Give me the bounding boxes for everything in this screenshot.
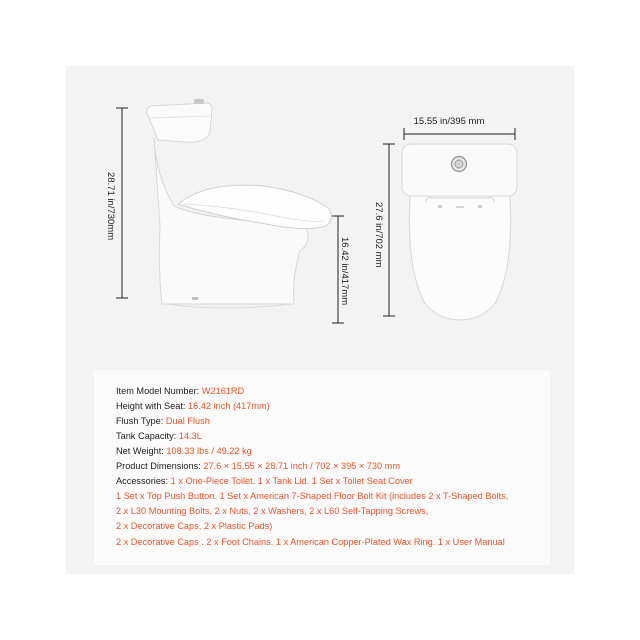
total-height-dimension [105,108,128,298]
spec-accessories-row [116,475,413,487]
spec-dimensions-label: Product Dimensions: [116,461,201,471]
seat-height-dimension [332,216,350,323]
toilet-side-view [147,99,332,308]
spec-height-label: Height with Seat: [116,401,186,411]
spec-height-value: 16.42 inch (417mm) [188,401,270,411]
spec-tank-value: 14.3L [178,431,202,441]
total-height-label: 28.71 in/730mm [105,172,116,241]
seat-height-label: 16.42 in/417mm [339,237,350,306]
width-dimension [404,116,515,140]
spec-accessories-label: Accessories: [116,476,169,486]
width-label: 15.55 in/395 mm [413,116,485,127]
spec-model-value: W2161RD [201,386,245,396]
spec-flush-value: Dual Flush [165,416,210,426]
spec-weight-label: Net Weight: [116,446,164,456]
spec-dimensions-row [116,460,400,472]
spec-accessories-line-3: 2 x L30 Mounting Bolts, 2 x Nuts, 2 x Washers, 2 x L60 Self-Tapping Screws, [116,506,429,516]
spec-flush-label: Flush Type: [116,416,164,426]
spec-dimensions-value: 27.6 × 15.55 × 28.71 inch / 702 × 395 × 730 mm [203,461,400,471]
spec-flush-row [116,415,210,427]
spec-accessories-line-1: 1 x One-Piece Toilet. 1 x Tank Lid. 1 Set x Toilet Seat Cover [170,476,413,486]
spec-weight-value: 108.33 lbs / 49.22 kg [166,446,252,456]
depth-dimension [373,144,395,316]
toilet-top-view [402,144,517,320]
toilet-dimension-figure [66,66,574,366]
spec-model-label: Item Model Number: [116,386,200,396]
spec-height-row [116,400,270,412]
spec-model-row [116,385,244,397]
spec-weight-row [116,445,252,457]
spec-accessories-line-4: 2 x Decorative Caps, 2 x Plastic Pads) [116,521,273,531]
spec-accessories-line-5: 2 x Decorative Caps . 2 x Foot Chains. 1 x American Copper-Plated Wax Ring. 1 x User Manual [116,537,505,547]
depth-label: 27.6 in/702 mm [373,202,384,268]
spec-tank-label: Tank Capacity: [116,431,177,441]
spec-tank-row [116,430,202,442]
specifications-card [94,370,550,565]
spec-accessories-line-2: 1 Set x Top Push Button. 1 Set x American 7-Shaped Floor Bolt Kit (includes 2 x T-Shaped Bolts, [116,491,509,501]
